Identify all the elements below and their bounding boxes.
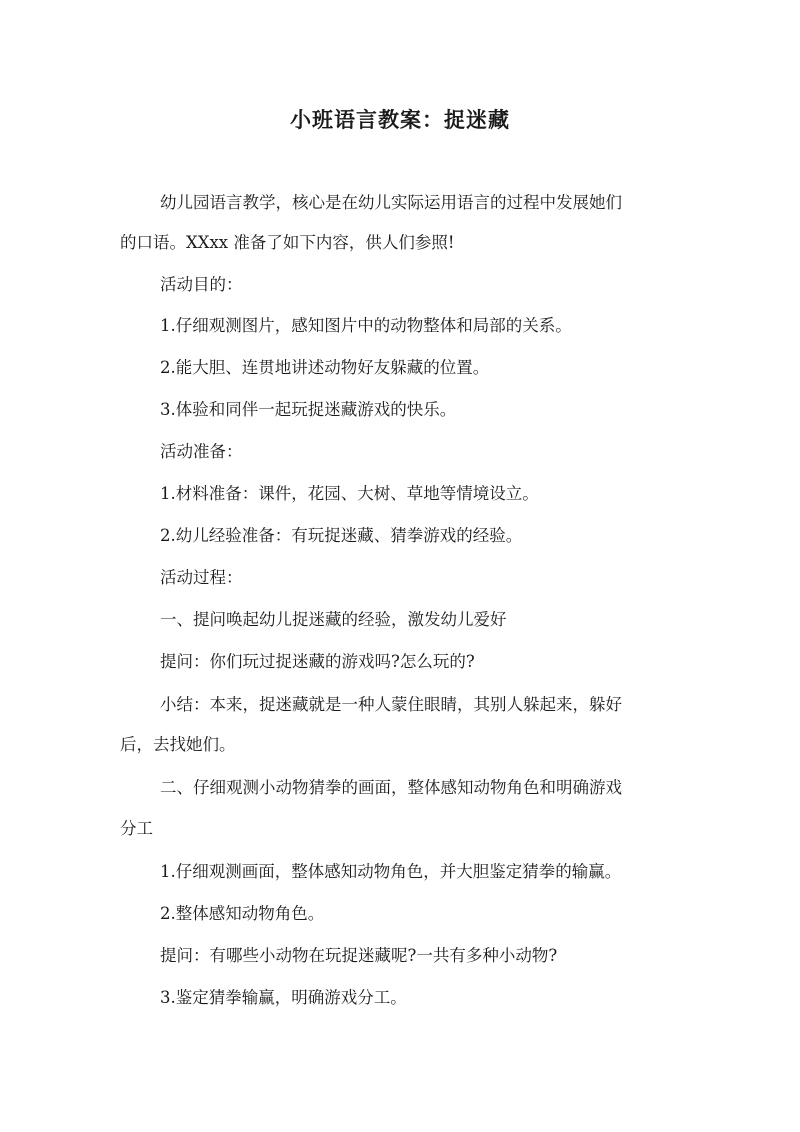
preparation-item-2: 2.幼儿经验准备：有玩捉迷藏、猜拳游戏的经验。 [160, 526, 523, 545]
goal-item-3: 3.体验和同伴一起玩捉迷藏游戏的快乐。 [160, 400, 457, 419]
process-step-1-heading: 一、提问唤起幼儿捉迷藏的经验，激发幼儿爱好 [160, 610, 507, 629]
process-question-1: 提问：你们玩过捉迷藏的游戏吗?怎么玩的? [160, 652, 475, 671]
step-2-item-1: 1.仔细观测画面，整体感知动物角色，并大胆鉴定猜拳的输赢。 [160, 862, 622, 881]
preparation-item-1: 1.材料准备：课件，花园、大树、草地等情境设立。 [160, 484, 539, 503]
heading-activity-preparation: 活动准备： [160, 442, 243, 461]
process-step-2-heading-line-1: 二、仔细观测小动物猜拳的画面，整体感知动物角色和明确游戏 [160, 778, 622, 797]
process-summary-line-2: 后，去找她们。 [120, 735, 236, 754]
document-title: 小班语言教案：捉迷藏 [290, 107, 510, 132]
paragraph-intro-line-2: 的口语。XXxx 准备了如下内容，供人们参照! [120, 233, 455, 252]
process-summary-line-1: 小结：本来，捉迷藏就是一种人蒙住眼睛，其别人躲起来，躲好 [160, 695, 622, 714]
step-2-item-2: 2.整体感知动物角色。 [160, 904, 325, 923]
goal-item-1: 1.仔细观测图片，感知图片中的动物整体和局部的关系。 [160, 316, 572, 335]
heading-activity-process: 活动过程： [160, 568, 243, 587]
paragraph-intro-line-1: 幼儿园语言教学，核心是在幼儿实际运用语言的过程中发展她们 [160, 193, 622, 212]
process-step-2-heading-line-2: 分工 [120, 819, 153, 838]
goal-item-2: 2.能大胆、连贯地讲述动物好友躲藏的位置。 [160, 358, 490, 377]
heading-activity-goals: 活动目的： [160, 275, 243, 294]
process-question-2: 提问：有哪些小动物在玩捉迷藏呢?一共有多种小动物? [160, 946, 558, 965]
step-2-item-3: 3.鉴定猜拳输赢，明确游戏分工。 [160, 988, 407, 1007]
